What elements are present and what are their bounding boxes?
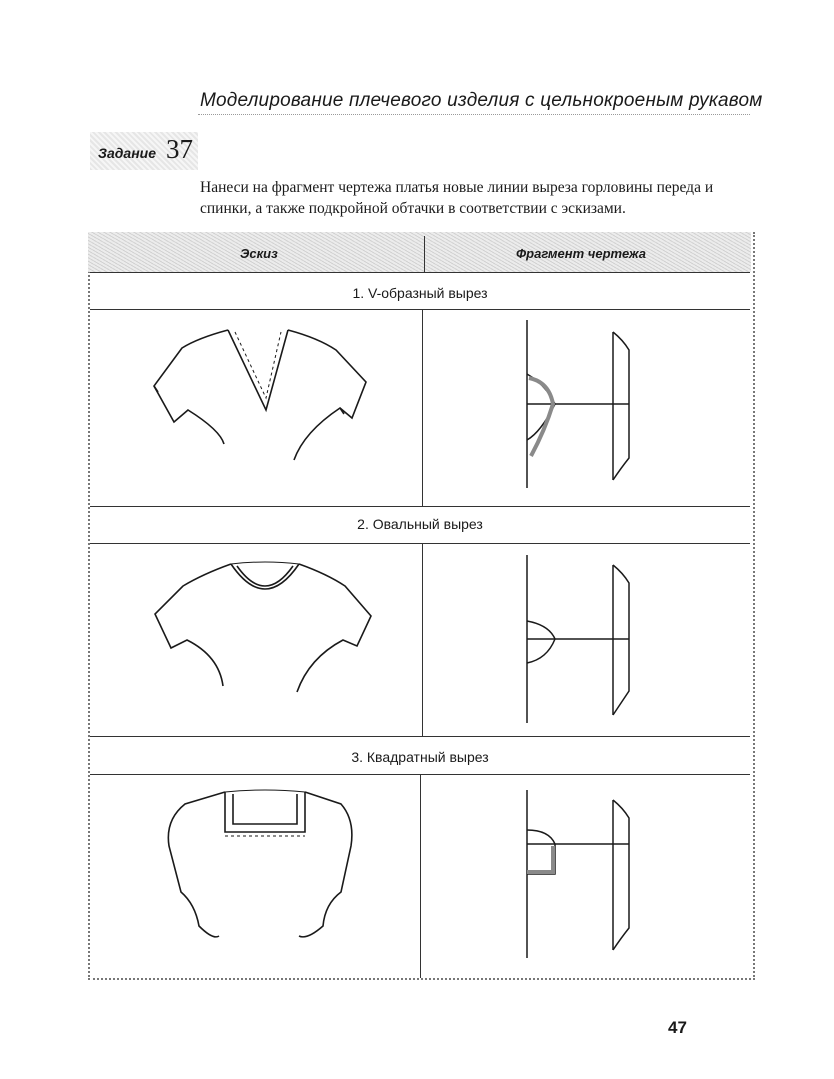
task-instructions: Нанеси на фрагмент чертежа платья новые линии выреза горловины переда и спинки, а также подкройной обтачки в соответствии с эскизами. xyxy=(200,179,714,217)
header-divider xyxy=(424,236,425,272)
square-neck-pattern-fragment xyxy=(505,790,640,965)
page-title: Моделирование плечевого изделия с цельнокроеным рукавом xyxy=(200,90,763,111)
v-neck-pattern-fragment xyxy=(505,320,640,495)
column-divider xyxy=(422,309,423,506)
row-divider xyxy=(90,736,750,737)
title-rule xyxy=(198,114,750,115)
row-divider xyxy=(90,543,750,544)
column-header-sketch: Эскиз xyxy=(240,246,278,261)
page-number: 47 xyxy=(668,1018,687,1037)
square-neck-dress-sketch xyxy=(155,780,370,950)
column-divider xyxy=(422,543,423,736)
row-title-square-neck: 3. Квадратный вырез xyxy=(351,749,489,765)
oval-neck-dress-sketch xyxy=(145,550,380,700)
column-header-drawing: Фрагмент чертежа xyxy=(516,246,646,261)
row-divider xyxy=(90,309,750,310)
table-header xyxy=(88,232,751,272)
row-title-oval-neck: 2. Овальный вырез xyxy=(357,516,483,532)
row-divider xyxy=(90,272,750,273)
task-label: Задание xyxy=(98,145,157,161)
oval-neck-pattern-fragment xyxy=(505,555,640,730)
v-neck-dress-sketch xyxy=(140,318,380,468)
row-title-v-neck: 1. V-образный вырез xyxy=(352,285,488,301)
row-divider xyxy=(90,506,750,507)
task-number: 37 xyxy=(166,134,193,164)
column-divider xyxy=(420,774,421,978)
